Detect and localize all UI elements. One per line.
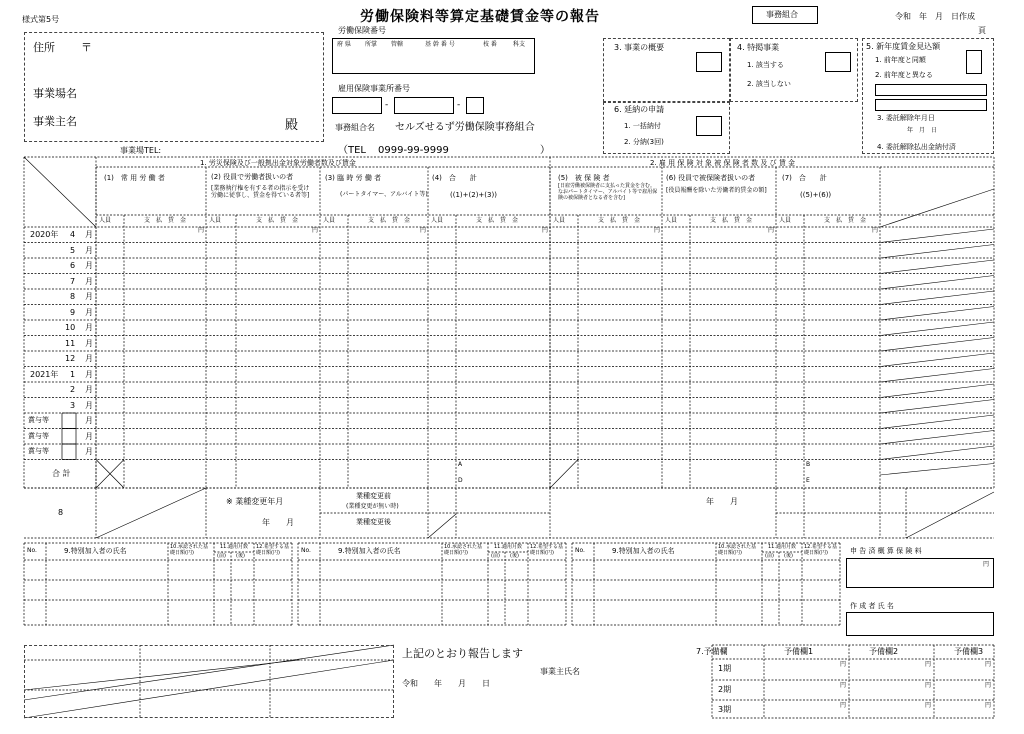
month-number: 5 — [70, 245, 76, 255]
grid-line — [880, 276, 994, 290]
month-unit: 月 — [85, 245, 93, 255]
persons-head: 人員 — [553, 217, 566, 224]
month-year: 賞与等 — [28, 416, 49, 424]
grid-line — [880, 245, 994, 259]
grid-line — [880, 291, 994, 305]
form-number: 様式第5号 — [22, 15, 60, 24]
employment-office-label: 雇用保険事業所番号 — [338, 84, 410, 93]
month-number: 12 — [65, 354, 76, 363]
col4-head: (4) 合 計 — [432, 174, 477, 182]
month-number: 8 — [70, 292, 76, 301]
month-number: 3 — [70, 400, 76, 410]
owner-signature-label: 事業主氏名 — [540, 667, 580, 676]
special-business-label: 4. 特掲事業 — [737, 43, 780, 52]
contract-end-paid: 4. 委託解除払出金納付済 — [877, 143, 956, 151]
month-number: 1 — [70, 369, 76, 379]
special-yes: 1. 該当する — [747, 61, 784, 69]
page-label: 頁 — [978, 26, 986, 35]
ins-col-pref: 府 県 — [337, 41, 351, 48]
grid-line — [880, 369, 994, 383]
industry-before-note: (業種変更が無い時) — [346, 503, 399, 510]
persons-head: 人員 — [779, 217, 792, 224]
col3-note: (パートタイマー、アルバイト等) — [340, 191, 428, 198]
persons-head: 人員 — [209, 217, 222, 224]
grid-line — [428, 514, 456, 538]
deferral-lump: 1. 一括納付 — [624, 122, 661, 130]
grid-line — [880, 431, 994, 445]
workplace-tel: 事業場TEL: — [120, 146, 162, 155]
new-year-wage-label: 5. 新年度賃金見込額 — [866, 42, 941, 51]
contract-end-ymd: 年 月 日 — [907, 127, 938, 134]
wages-head: 支 払 賃 金 — [368, 217, 411, 224]
special-months-before: (前) — [491, 553, 500, 559]
bottom-left-box — [24, 645, 394, 718]
reserve-yen: 円 — [925, 661, 932, 668]
month-unit: 月 — [85, 385, 93, 394]
grid-line — [906, 492, 994, 538]
special-months-head: 11.適用月数 — [220, 544, 248, 550]
association-name: セルズせるず労働保険事務組合 — [395, 122, 535, 133]
persons-head: 人員 — [431, 217, 444, 224]
special-months-head: 11.適用月数 — [494, 544, 522, 550]
tel-open: （TEL — [338, 145, 366, 156]
reserve-yen: 円 — [985, 661, 992, 668]
special-no: 2. 該当しない — [747, 80, 791, 88]
month-year: 2020年 — [30, 230, 59, 239]
month-number: 7 — [70, 276, 76, 286]
workplace-name-label: 事業場名 — [33, 87, 77, 100]
grid-line — [880, 229, 994, 243]
reserve-col-head: 予備欄2 — [869, 647, 899, 656]
col5-note: [日雇労働被保険者に支払った賃金を含む。なおパートタイマー、アルバイト等で雇用保険の被保険者となる者を含む] — [558, 183, 658, 201]
month-unit: 月 — [85, 307, 93, 317]
special-months-after: (後) — [510, 553, 519, 559]
special-name-head: 9.特別加入者の氏名 — [64, 547, 127, 555]
special-months-after: (後) — [784, 553, 793, 559]
reserve-col-head: 予備欄1 — [784, 647, 814, 656]
ins-col-office: 管轄 — [391, 41, 404, 48]
month-year: 賞与等 — [28, 431, 49, 440]
yen-unit: 円 — [312, 227, 319, 234]
wage-different: 2. 前年度と異なる — [875, 71, 933, 79]
reserve-yen: 円 — [925, 702, 932, 709]
total-label: 合 計 — [52, 469, 71, 478]
form-title: 労働保険料等算定基礎賃金等の報告 — [360, 9, 600, 25]
reserve-yen: 円 — [840, 682, 847, 689]
month-number: 4 — [70, 230, 76, 239]
special-months-before: (前) — [765, 553, 774, 559]
reserve-yen: 円 — [985, 702, 992, 709]
wages-head: 支 払 賃 金 — [144, 217, 187, 224]
tel-number: 0999-99-9999 — [378, 145, 449, 156]
grid-line — [880, 260, 994, 274]
owner-name-label: 事業主名 — [33, 115, 77, 128]
industry-change-ym: 年 月 — [262, 518, 294, 527]
col2-note: [業務執行権を有する者の指示を受け労働に従事し、賃金を得ている者等] — [211, 185, 310, 200]
reserve-yen: 円 — [840, 702, 847, 709]
row8-number: 8 — [58, 508, 64, 517]
wages-head: 支 払 賃 金 — [710, 217, 753, 224]
special-name-head: 9.特別加入者の氏名 — [612, 547, 675, 555]
month-unit: 月 — [85, 354, 93, 363]
declared-premium-label: 申 告 済 概 算 保 険 料 — [850, 547, 922, 555]
reiwa-date: 令和 年 月 日 — [402, 679, 490, 688]
wages-head: 支 払 賃 金 — [824, 217, 867, 224]
special-months-after: (後) — [236, 553, 245, 559]
wages-head: 支 払 賃 金 — [256, 217, 299, 224]
grid-line — [880, 189, 994, 227]
grid-line — [880, 307, 994, 321]
month-unit: 月 — [85, 447, 93, 456]
special-months-before: (前) — [217, 553, 226, 559]
wages-head: 支 払 賃 金 — [598, 217, 641, 224]
yen-unit: 円 — [198, 227, 205, 234]
month-unit: 月 — [85, 261, 93, 270]
total-mark-e: E — [806, 477, 810, 484]
industry-change-label: ※ 業種変更年月 — [226, 497, 284, 506]
month-number: 10 — [65, 323, 76, 332]
reserve-yen: 円 — [840, 661, 847, 668]
wage-same: 1. 前年度と同額 — [875, 56, 926, 64]
month-unit: 月 — [85, 276, 93, 286]
ins-col-jurisdiction: 所掌 — [365, 41, 378, 48]
business-summary-label: 3. 事業の概要 — [614, 43, 665, 52]
special-approved-head: 10.承認された基礎日額(円) — [170, 544, 208, 556]
month-unit: 月 — [85, 431, 93, 441]
grid-line — [880, 322, 994, 336]
month-unit: 月 — [85, 230, 93, 239]
total-mark-a: A — [458, 461, 463, 468]
yen-unit: 円 — [872, 227, 879, 234]
grid-line — [24, 157, 96, 227]
persons-head: 人員 — [665, 217, 678, 224]
col7-head: (7) 合 計 — [782, 174, 827, 182]
month-year: 2021年 — [30, 369, 59, 379]
grid-line — [550, 460, 578, 489]
col5-head: (5) 被 保 険 者 — [558, 174, 610, 182]
office-tag: 事務組合 — [766, 10, 798, 19]
deferral-label: 6. 延納の申請 — [614, 105, 665, 114]
yen-unit: 円 — [542, 227, 549, 234]
special-desired-head: 12.希望する基礎日額(円) — [256, 544, 289, 556]
col6-note: [役員報酬を除いた労働者的賃金の額] — [666, 187, 767, 194]
month-unit: 月 — [85, 369, 93, 379]
month-number: 2 — [70, 385, 76, 394]
grid-line — [880, 400, 994, 414]
col1-head: (1) 常 用 労 働 者 — [104, 174, 165, 182]
col3-head: (3) 臨 時 労 働 者 — [325, 174, 382, 182]
reserve-col-head: 予備欄3 — [954, 647, 984, 656]
ins-col-base: 基 幹 番 号 — [425, 41, 455, 48]
special-desired-head: 12.希望する基礎日額(円) — [530, 544, 563, 556]
grid-line — [880, 353, 994, 367]
month-year: 賞与等 — [28, 447, 49, 455]
deferral-split: 2. 分納(3回) — [624, 138, 664, 146]
special-no-head: No. — [575, 547, 585, 554]
industry-before: 業種変更前 — [356, 492, 391, 500]
honorific: 殿 — [285, 118, 299, 133]
row8-ym2: 年 月 — [706, 497, 738, 506]
special-approved-head: 10.承認された基礎日額(円) — [718, 544, 756, 556]
ins-col-branch: 枝 番 — [483, 41, 497, 48]
special-desired-head: 12.希望する基礎日額(円) — [804, 544, 837, 556]
grid-line — [880, 446, 994, 460]
preparer-label: 作 成 者 氏 名 — [850, 602, 894, 610]
special-approved-head: 10.承認された基礎日額(円) — [444, 544, 482, 556]
address-label: 住所 — [33, 41, 55, 54]
month-unit: 月 — [85, 292, 93, 301]
col6-head: (6) 役員で被保険者扱いの者 — [666, 174, 756, 182]
declared-premium-input[interactable] — [846, 558, 994, 588]
month-unit: 月 — [85, 416, 93, 425]
industry-after: 業種変更後 — [356, 518, 391, 526]
section2-title: 2. 雇 用 保 険 対 象 被 保 険 者 数 及 び 賃 金 — [650, 159, 796, 167]
persons-head: 人員 — [99, 217, 112, 224]
reserve-label: 7.予備欄 — [696, 647, 728, 656]
reserve-row-label: 1期 — [718, 664, 732, 673]
special-months-head: 11.適用月数 — [768, 544, 796, 550]
tel-close: ） — [540, 145, 550, 156]
yen-unit: 円 — [654, 227, 661, 234]
grid-line — [880, 338, 994, 352]
section1-title: 1. 労災保険及び一般拠出金対象労働者数及び賃金 — [200, 159, 356, 167]
month-number: 11 — [65, 338, 76, 348]
declared-yen: 円 — [982, 561, 989, 568]
preparer-input[interactable] — [846, 612, 994, 636]
month-unit: 月 — [85, 338, 93, 348]
col4-formula: ((1)+(2)+(3)) — [450, 191, 497, 199]
reserve-yen: 円 — [925, 682, 932, 689]
reserve-row-label: 3期 — [718, 705, 732, 714]
report-text: 上記のとおり報告します — [402, 647, 523, 660]
contract-end-label: 3. 委託解除年月日 — [877, 114, 935, 122]
ins-col-type: 科支 — [513, 41, 526, 48]
special-name-head: 9.特別加入者の氏名 — [338, 547, 401, 555]
total-mark-b: B — [806, 461, 811, 468]
special-no-head: No. — [27, 547, 37, 554]
grid-line — [880, 415, 994, 429]
col7-formula: ((5)+(6)) — [800, 191, 832, 199]
association-label: 事務組合名 — [335, 123, 375, 132]
month-number: 9 — [70, 307, 76, 317]
postal-mark: 〒 — [81, 41, 92, 54]
month-number: 6 — [70, 261, 76, 270]
total-mark-d: D — [458, 477, 463, 484]
reserve-row-label: 2期 — [718, 685, 732, 694]
grid-line — [880, 384, 994, 398]
yen-unit: 円 — [420, 227, 427, 234]
month-unit: 月 — [85, 323, 93, 332]
wages-head: 支 払 賃 金 — [476, 217, 519, 224]
reserve-yen: 円 — [985, 682, 992, 689]
persons-head: 人員 — [323, 217, 336, 224]
date-header: 令和 年 月 日作成 — [895, 12, 975, 21]
month-unit: 月 — [85, 400, 93, 410]
insurance-number-label: 労働保険番号 — [338, 26, 386, 35]
col2-head: (2) 役員で労働者扱いの者 — [211, 173, 294, 181]
yen-unit: 円 — [768, 227, 775, 234]
special-no-head: No. — [301, 547, 311, 554]
grid-line — [96, 488, 206, 538]
grid-line — [880, 464, 994, 476]
